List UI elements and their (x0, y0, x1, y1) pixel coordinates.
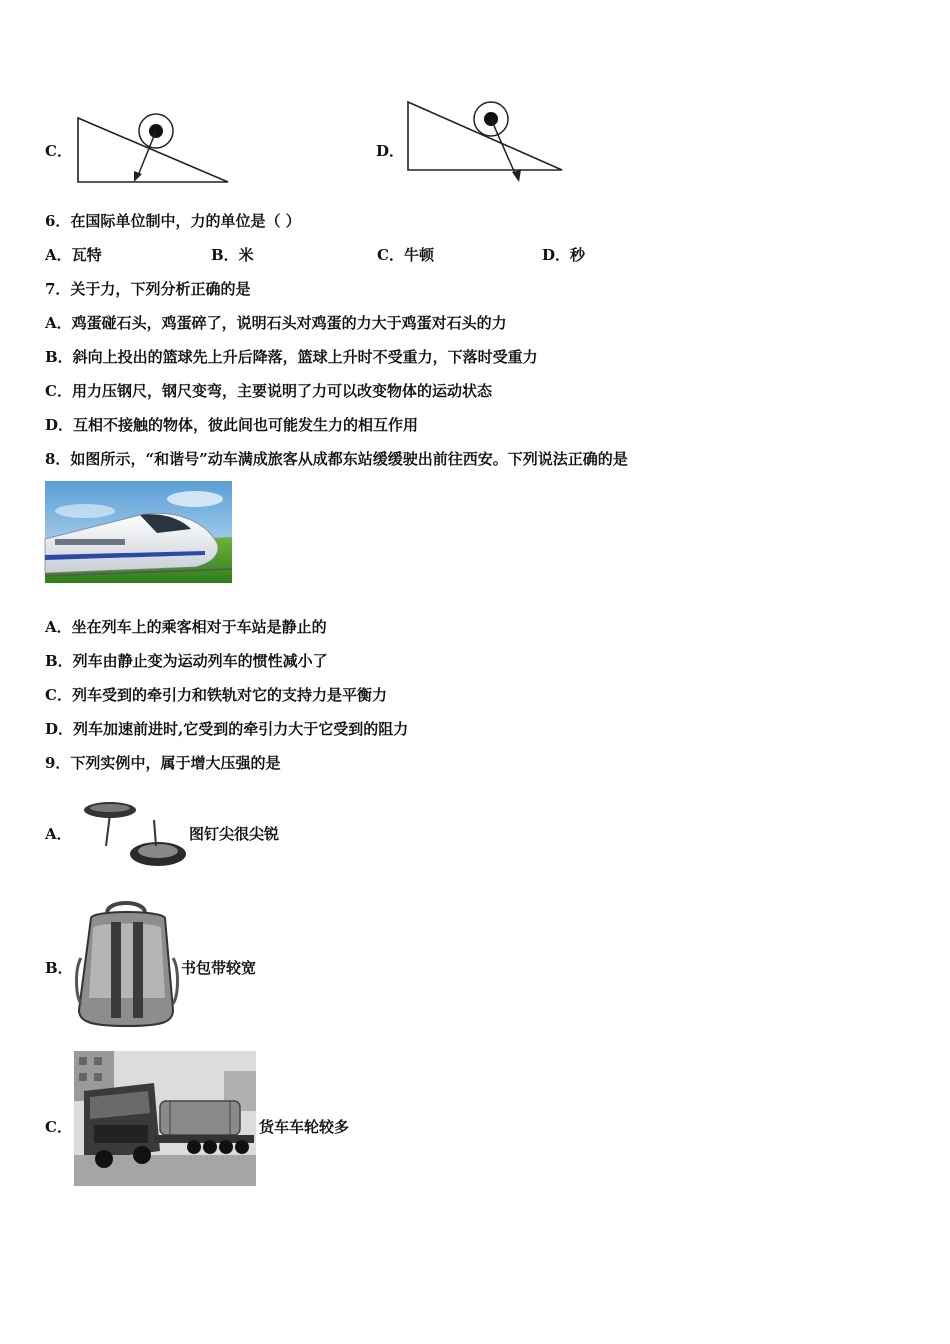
q5-option-c-label: C． (45, 142, 72, 160)
q9-option-a-caption: 图钉尖很尖锐 (189, 825, 280, 843)
q9-option-c-caption: 货车车轮较多 (259, 1118, 350, 1136)
backpack-photo (73, 898, 181, 1028)
truck-photo (74, 1051, 256, 1186)
q7-option-d: D．互相不接触的物体，彼此间也可能发生力的相互作用 (45, 416, 419, 434)
q7-option-a: A．鸡蛋碰石头，鸡蛋碎了，说明石头对鸡蛋的力大于鸡蛋对石头的力 (45, 314, 507, 332)
q9-option-b-letter: B． (45, 959, 73, 977)
q9-stem: 9．下列实例中，属于增大压强的是 (45, 754, 281, 772)
q9-option-b-caption: 书包带较宽 (181, 959, 257, 977)
q6-option-a: A．瓦特 (45, 246, 102, 264)
train-photo (45, 481, 232, 583)
q8-option-b: B．列车由静止变为运动列车的惯性减小了 (45, 652, 328, 670)
q6-option-b: B．米 (211, 246, 254, 264)
q6-option-c: C．牛顿 (377, 246, 434, 264)
thumbtack-photo (80, 798, 190, 872)
q8-stem: 8．如图所示，“和谐号”动车满成旅客从成都东站缓缓驶出前往西安。下列说法正确的是 (45, 450, 628, 468)
q7-option-c: C．用力压钢尺，钢尺变弯，主要说明了力可以改变物体的运动状态 (45, 382, 492, 400)
incline-diagram-c (70, 110, 240, 190)
q8-option-c: C．列车受到的牵引力和铁轨对它的支持力是平衡力 (45, 686, 387, 704)
incline-diagram-d (400, 98, 570, 188)
q9-option-a-letter: A． (45, 825, 72, 843)
q7-option-b: B．斜向上投出的篮球先上升后降落，篮球上升时不受重力，下落时受重力 (45, 348, 538, 366)
q8-option-d: D．列车加速前进时,它受到的牵引力大于它受到的阻力 (45, 720, 409, 738)
q5-option-d-label: D． (376, 142, 405, 160)
q8-option-a: A．坐在列车上的乘客相对于车站是静止的 (45, 618, 327, 636)
q9-option-c-letter: C． (45, 1118, 72, 1136)
q7-stem: 7．关于力，下列分析正确的是 (45, 280, 251, 298)
q6-option-d: D．秒 (542, 246, 586, 264)
q6-stem: 6．在国际单位制中，力的单位是（ ） (45, 212, 301, 230)
